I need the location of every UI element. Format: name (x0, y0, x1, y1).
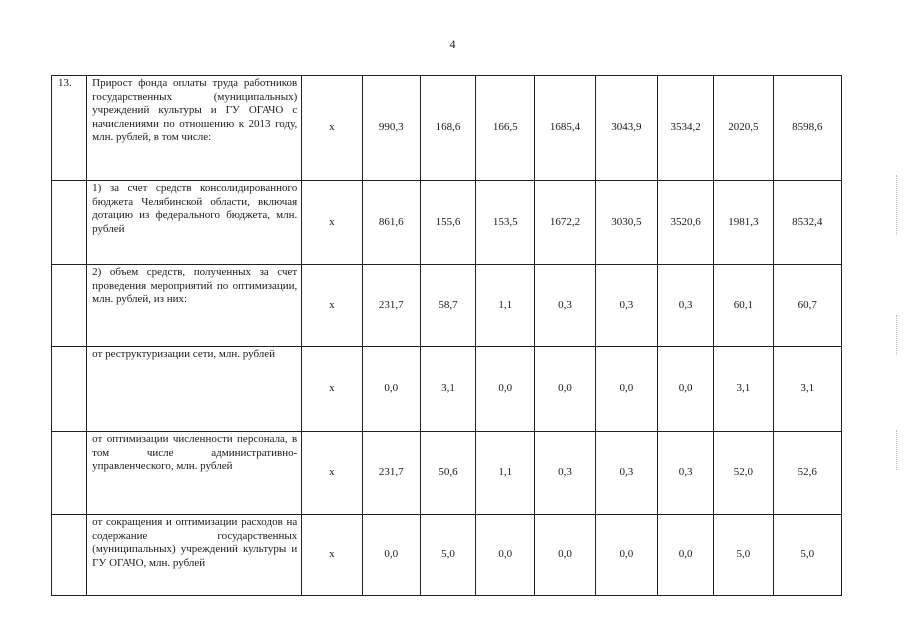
value-cell: 8598,6 (773, 76, 841, 181)
value-cell: х (302, 515, 362, 596)
value-cell: 52,0 (714, 432, 773, 515)
value-cell: 5,0 (714, 515, 773, 596)
row-number-cell (52, 432, 87, 515)
value-cell: 0,0 (535, 515, 595, 596)
value-cell: 0,0 (362, 347, 420, 432)
value-cell: 50,6 (420, 432, 475, 515)
value-cell: 3,1 (420, 347, 475, 432)
value-cell: 0,0 (476, 347, 535, 432)
value-cell: 1,1 (476, 432, 535, 515)
scan-artifact (896, 315, 899, 355)
value-cell: 0,0 (595, 515, 657, 596)
value-cell: 0,3 (595, 432, 657, 515)
value-cell: 0,0 (658, 347, 714, 432)
value-cell: 0,0 (476, 515, 535, 596)
value-cell: х (302, 265, 362, 347)
value-cell: 60,1 (714, 265, 773, 347)
value-cell: 0,3 (658, 265, 714, 347)
row-description-cell: 2) объем средств, полученных за счет проведения мероприятий по оптимизации, млн. рублей, из них: (87, 265, 302, 347)
row-number-cell (52, 515, 87, 596)
value-cell: 58,7 (420, 265, 475, 347)
table-row (52, 515, 842, 596)
value-cell: 5,0 (420, 515, 475, 596)
value-cell: 1672,2 (535, 181, 595, 265)
table-row (52, 265, 842, 347)
page-number: 4 (449, 37, 456, 51)
value-cell: 861,6 (362, 181, 420, 265)
row-description-cell: 1) за счет средств консолидированного бюджета Челябинской области, включая дотацию из федерального бюджета, млн. рублей (87, 181, 302, 265)
row-number-cell (52, 265, 87, 347)
value-cell: 2020,5 (714, 76, 773, 181)
row-description-cell: от сокращения и оптимизации расходов на содержание государственных (муниципальных) учреждений культуры и ГУ ОГАЧО, млн. рублей (87, 515, 302, 596)
value-cell: 52,6 (773, 432, 841, 515)
scan-artifact (896, 430, 899, 470)
value-cell: х (302, 76, 362, 181)
row-description-cell: от оптимизации численности персонала, в том числе административно-управленческого, млн. рублей (87, 432, 302, 515)
value-cell: 8532,4 (773, 181, 841, 265)
value-cell: х (302, 432, 362, 515)
value-cell: 3,1 (714, 347, 773, 432)
value-cell: 1685,4 (535, 76, 595, 181)
scan-artifact (896, 175, 899, 235)
value-cell: 1,1 (476, 265, 535, 347)
value-cell: 231,7 (362, 265, 420, 347)
table-row (52, 76, 842, 181)
row-description-cell: Прирост фонда оплаты труда работников государственных (муниципальных) учреждений культуры и ГУ ОГАЧО с начислениями по отношению к 2013 году, млн. рублей, в том числе: (87, 76, 302, 181)
value-cell: 990,3 (362, 76, 420, 181)
value-cell: 3043,9 (595, 76, 657, 181)
value-cell: х (302, 347, 362, 432)
value-cell: 0,3 (658, 432, 714, 515)
value-cell: 3,1 (773, 347, 841, 432)
row-number-cell (52, 347, 87, 432)
row-description-cell: от реструктуризации сети, млн. рублей (87, 347, 302, 432)
value-cell: 0,0 (595, 347, 657, 432)
value-cell: 0,3 (595, 265, 657, 347)
value-cell: 231,7 (362, 432, 420, 515)
row-number-cell: 13. (52, 76, 87, 181)
value-cell: х (302, 181, 362, 265)
value-cell: 1981,3 (714, 181, 773, 265)
value-cell: 0,0 (535, 347, 595, 432)
value-cell: 155,6 (420, 181, 475, 265)
value-cell: 166,5 (476, 76, 535, 181)
value-cell: 3534,2 (658, 76, 714, 181)
value-cell: 60,7 (773, 265, 841, 347)
value-cell: 3520,6 (658, 181, 714, 265)
indicators-table (51, 75, 842, 596)
value-cell: 153,5 (476, 181, 535, 265)
table-row (52, 347, 842, 432)
value-cell: 0,3 (535, 432, 595, 515)
value-cell: 0,3 (535, 265, 595, 347)
table-row (52, 432, 842, 515)
value-cell: 168,6 (420, 76, 475, 181)
value-cell: 0,0 (658, 515, 714, 596)
value-cell: 5,0 (773, 515, 841, 596)
table-row (52, 181, 842, 265)
value-cell: 0,0 (362, 515, 420, 596)
row-number-cell (52, 181, 87, 265)
value-cell: 3030,5 (595, 181, 657, 265)
